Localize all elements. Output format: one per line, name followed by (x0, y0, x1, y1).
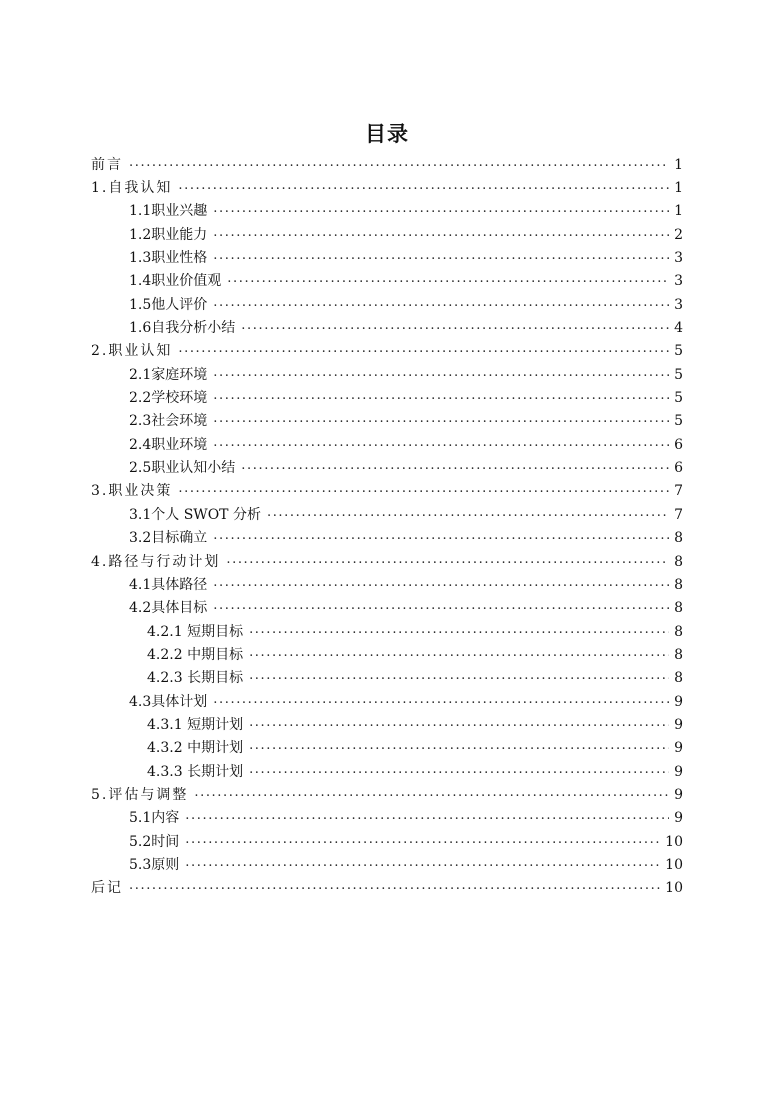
toc-entry[interactable] (91, 176, 683, 199)
toc-entry-title: 2.5职业认知小结 (129, 460, 236, 477)
toc-entry-title: 4.3.2 中期计划 (147, 740, 244, 757)
toc-dot-leader (129, 157, 669, 173)
toc-page-number: 10 (665, 833, 683, 850)
toc-dot-leader (178, 483, 669, 499)
toc-dot-leader (178, 180, 669, 196)
toc-entry-title: 4.2.2 中期目标 (147, 646, 244, 663)
toc-entry[interactable] (91, 620, 683, 643)
toc-entry-title: 4.2.3 长期目标 (147, 670, 244, 687)
toc-entry[interactable] (91, 783, 683, 806)
toc-page-number: 8 (674, 623, 683, 640)
toc-entry[interactable] (91, 153, 683, 176)
toc-dot-leader (185, 810, 669, 826)
toc-page-number: 1 (674, 156, 683, 173)
toc-entry[interactable] (91, 643, 683, 666)
toc-page-number: 6 (674, 436, 683, 453)
toc-entry-title: 5.3原则 (129, 856, 180, 873)
toc-page-number: 10 (665, 856, 683, 873)
toc-dot-leader (249, 764, 669, 780)
toc-page-number: 1 (674, 180, 683, 197)
toc-page-number: 3 (674, 273, 683, 290)
toc-dot-leader (213, 577, 669, 593)
toc-page-number: 8 (674, 530, 683, 547)
toc-dot-leader (226, 554, 669, 570)
toc-entry-title: 4.2具体目标 (129, 600, 208, 617)
toc-entry-title: 1.6自我分析小结 (129, 320, 236, 337)
toc-entry-title: 前言 (91, 156, 123, 173)
toc-entry[interactable] (91, 737, 683, 760)
toc-dot-leader (213, 367, 669, 383)
toc-entry[interactable] (91, 597, 683, 620)
toc-dot-leader (249, 717, 669, 733)
toc-entry[interactable] (91, 246, 683, 269)
toc-entry[interactable] (91, 877, 683, 900)
toc-dot-leader (267, 507, 669, 523)
toc-entry[interactable] (91, 760, 683, 783)
toc-dot-leader (213, 203, 669, 219)
toc-entry[interactable] (91, 456, 683, 479)
toc-page-number: 7 (674, 483, 683, 500)
toc-page-number: 10 (665, 880, 683, 897)
toc-dot-leader (249, 670, 669, 686)
toc-dot-leader (178, 343, 669, 359)
toc-entry-title: 1.1职业兴趣 (129, 203, 208, 220)
toc-entry[interactable] (91, 550, 683, 573)
toc-dot-leader (213, 390, 669, 406)
table-of-contents (91, 153, 683, 900)
toc-dot-leader (213, 250, 669, 266)
toc-page-number: 5 (674, 343, 683, 360)
toc-dot-leader (185, 857, 661, 873)
toc-entry-title: 2.职业认知 (91, 343, 173, 360)
toc-entry[interactable] (91, 316, 683, 339)
toc-entry-title: 4.3具体计划 (129, 693, 208, 710)
toc-entry[interactable] (91, 363, 683, 386)
toc-page-number: 8 (674, 553, 683, 570)
toc-entry-title: 1.自我认知 (91, 180, 173, 197)
toc-entry-title: 1.5他人评价 (129, 296, 208, 313)
toc-page-number: 9 (674, 716, 683, 733)
toc-entry[interactable] (91, 200, 683, 223)
toc-entry-title: 4.3.3 长期计划 (147, 763, 244, 780)
toc-page-number: 9 (674, 693, 683, 710)
toc-entry-title: 2.1家庭环境 (129, 366, 208, 383)
toc-page-number: 1 (674, 203, 683, 220)
toc-entry[interactable] (91, 293, 683, 316)
toc-dot-leader (213, 530, 669, 546)
toc-dot-leader (241, 320, 669, 336)
toc-page-number: 8 (674, 576, 683, 593)
toc-entry-title: 2.3社会环境 (129, 413, 208, 430)
toc-entry[interactable] (91, 853, 683, 876)
toc-entry[interactable] (91, 830, 683, 853)
toc-dot-leader (213, 297, 669, 313)
toc-entry-title: 1.2职业能力 (129, 226, 208, 243)
toc-entry[interactable] (91, 807, 683, 830)
toc-entry[interactable] (91, 480, 683, 503)
toc-page-number: 5 (674, 390, 683, 407)
toc-dot-leader (249, 740, 669, 756)
toc-entry-title: 1.3职业性格 (129, 250, 208, 267)
toc-page-number: 9 (674, 786, 683, 803)
toc-page-number: 2 (674, 226, 683, 243)
toc-entry[interactable] (91, 573, 683, 596)
toc-entry-title: 4.2.1 短期目标 (147, 623, 244, 640)
toc-page-number: 8 (674, 670, 683, 687)
toc-dot-leader (249, 624, 669, 640)
toc-page-number: 7 (674, 506, 683, 523)
toc-page-number: 3 (674, 296, 683, 313)
toc-entry-title: 4.路径与行动计划 (91, 553, 221, 570)
toc-entry-title: 5.2时间 (129, 833, 180, 850)
toc-entry[interactable] (91, 223, 683, 246)
toc-entry-title: 3.职业决策 (91, 483, 173, 500)
toc-dot-leader (213, 227, 669, 243)
toc-entry-title: 3.2目标确立 (129, 530, 208, 547)
toc-entry[interactable] (91, 410, 683, 433)
toc-dot-leader (213, 437, 669, 453)
toc-dot-leader (213, 600, 669, 616)
toc-entry-title: 4.3.1 短期计划 (147, 716, 244, 733)
toc-dot-leader (227, 273, 669, 289)
toc-entry-title: 5.评估与调整 (91, 786, 189, 803)
toc-entry-title: 2.4职业环境 (129, 436, 208, 453)
toc-entry[interactable] (91, 433, 683, 456)
toc-page-number: 9 (674, 810, 683, 827)
toc-page-number: 9 (674, 763, 683, 780)
toc-entry[interactable] (91, 690, 683, 713)
toc-entry-title: 后记 (91, 880, 123, 897)
toc-page-number: 5 (674, 366, 683, 383)
toc-entry-title: 1.4职业价值观 (129, 273, 222, 290)
toc-dot-leader (129, 880, 661, 896)
toc-page-number: 9 (674, 740, 683, 757)
toc-page-number: 3 (674, 250, 683, 267)
toc-entry[interactable] (91, 527, 683, 550)
page-title: 目录 (365, 121, 409, 146)
toc-page-number: 8 (674, 646, 683, 663)
toc-entry-title: 5.1内容 (129, 810, 180, 827)
toc-dot-leader (213, 413, 669, 429)
toc-dot-leader (241, 460, 669, 476)
toc-entry[interactable] (91, 386, 683, 409)
toc-dot-leader (185, 834, 661, 850)
toc-page-number: 8 (674, 600, 683, 617)
toc-entry-title: 2.2学校环境 (129, 390, 208, 407)
toc-entry-title: 3.1个人 SWOT 分析 (129, 506, 261, 523)
toc-entry[interactable] (91, 340, 683, 363)
toc-page-number: 4 (674, 320, 683, 337)
toc-page-number: 5 (674, 413, 683, 430)
toc-entry[interactable] (91, 667, 683, 690)
toc-dot-leader (249, 647, 669, 663)
toc-entry[interactable] (91, 713, 683, 736)
toc-dot-leader (194, 787, 669, 803)
toc-page-number: 6 (674, 460, 683, 477)
toc-entry-title: 4.1具体路径 (129, 576, 208, 593)
toc-dot-leader (213, 694, 669, 710)
toc-entry[interactable] (91, 270, 683, 293)
toc-entry[interactable] (91, 503, 683, 526)
